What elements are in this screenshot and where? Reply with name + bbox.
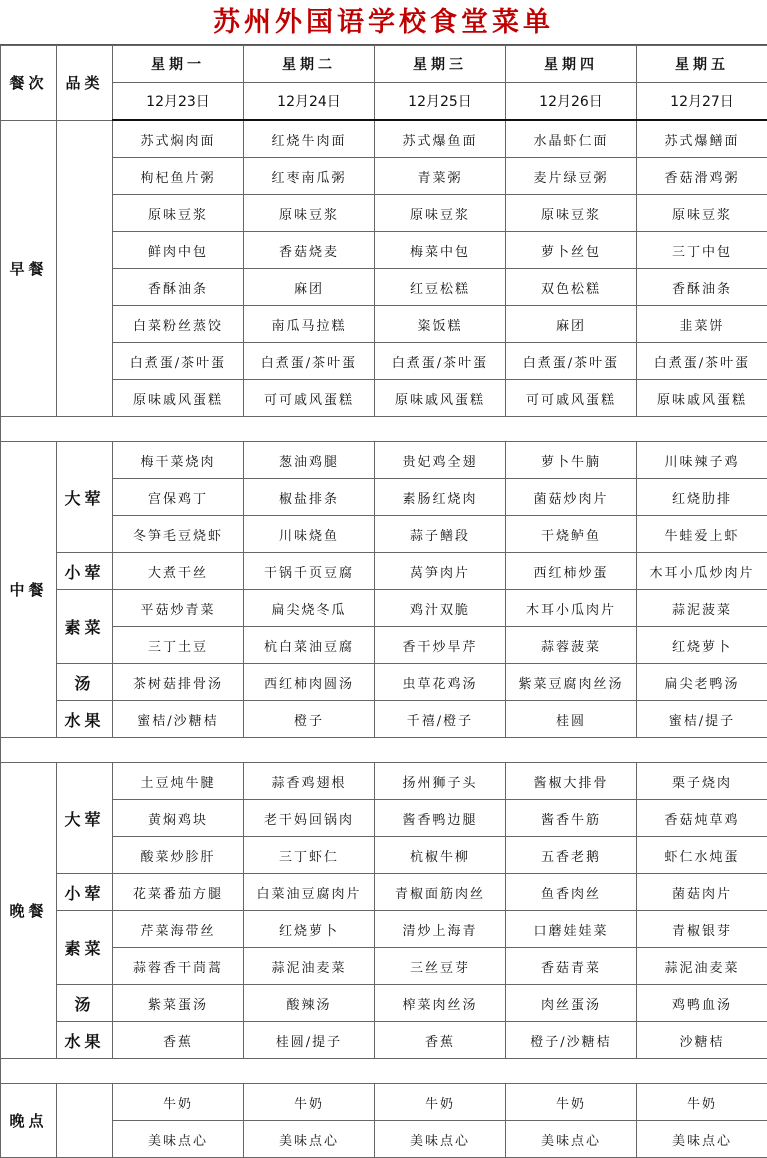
date-header: 12月26日 [506, 83, 637, 121]
lunch-row [1, 627, 767, 664]
dish-cell: 芹菜海带丝 [113, 911, 244, 948]
dish-cell: 鲜肉中包 [113, 232, 244, 269]
dish-cell: 香菇烧麦 [244, 232, 375, 269]
day-header: 星期一 [113, 46, 244, 83]
breakfast-row [1, 120, 767, 158]
dish-cell: 枸杞鱼片粥 [113, 158, 244, 195]
dish-cell: 茶树菇排骨汤 [113, 664, 244, 701]
meal-label-lunch: 中餐 [1, 442, 57, 738]
dish-cell: 韭菜饼 [637, 306, 767, 343]
header-row-dates [1, 83, 767, 121]
dish-cell: 红豆松糕 [375, 269, 506, 306]
snack-row [1, 1084, 767, 1121]
category-label: 大荤 [57, 763, 113, 874]
dish-cell: 扁尖烧冬瓜 [244, 590, 375, 627]
dish-cell: 菌菇炒肉片 [506, 479, 637, 516]
dish-cell: 橙子/沙糖桔 [506, 1022, 637, 1059]
meal-label-snack: 晚点 [1, 1084, 57, 1158]
dish-cell: 原味戚风蛋糕 [375, 380, 506, 417]
dish-cell: 香菇滑鸡粥 [637, 158, 767, 195]
dish-cell: 蒜香鸡翅根 [244, 763, 375, 800]
breakfast-row [1, 232, 767, 269]
dish-cell: 美味点心 [375, 1121, 506, 1158]
dish-cell: 原味豆浆 [375, 195, 506, 232]
dish-cell: 扬州狮子头 [375, 763, 506, 800]
dish-cell: 南瓜马拉糕 [244, 306, 375, 343]
dish-cell: 美味点心 [506, 1121, 637, 1158]
category-label: 小荤 [57, 874, 113, 911]
dish-cell: 莴笋肉片 [375, 553, 506, 590]
dish-cell: 清炒上海青 [375, 911, 506, 948]
dish-cell: 白煮蛋/茶叶蛋 [113, 343, 244, 380]
dish-cell: 牛蛙爱上虾 [637, 516, 767, 553]
dish-cell: 红烧萝卜 [244, 911, 375, 948]
dish-cell: 川味烧鱼 [244, 516, 375, 553]
dish-cell: 西红柿炒蛋 [506, 553, 637, 590]
dish-cell: 可可戚风蛋糕 [244, 380, 375, 417]
date-header: 12月25日 [375, 83, 506, 121]
dish-cell: 苏式爆鱼面 [375, 120, 506, 158]
dish-cell: 白菜粉丝蒸饺 [113, 306, 244, 343]
lunch-row [1, 553, 767, 590]
dish-cell: 原味戚风蛋糕 [113, 380, 244, 417]
dish-cell: 粢饭糕 [375, 306, 506, 343]
dish-cell: 香酥油条 [637, 269, 767, 306]
dish-cell: 香酥油条 [113, 269, 244, 306]
dish-cell: 虾仁水炖蛋 [637, 837, 767, 874]
dish-cell: 白煮蛋/茶叶蛋 [506, 343, 637, 380]
dish-cell: 冬笋毛豆烧虾 [113, 516, 244, 553]
dish-cell: 蒜泥油麦菜 [244, 948, 375, 985]
dish-cell: 酸辣汤 [244, 985, 375, 1022]
dinner-row [1, 985, 767, 1022]
dish-cell: 香菇炖草鸡 [637, 800, 767, 837]
header-row-days [1, 46, 767, 83]
dinner-row [1, 1022, 767, 1059]
dish-cell: 葱油鸡腿 [244, 442, 375, 479]
dish-cell: 栗子烧肉 [637, 763, 767, 800]
dish-cell: 鸡汁双脆 [375, 590, 506, 627]
dish-cell: 鸡鸭血汤 [637, 985, 767, 1022]
dish-cell: 牛奶 [375, 1084, 506, 1121]
dish-cell: 白煮蛋/茶叶蛋 [244, 343, 375, 380]
date-header: 12月24日 [244, 83, 375, 121]
dish-cell: 蜜桔/沙糖桔 [113, 701, 244, 738]
dish-cell: 苏式爆鳝面 [637, 120, 767, 158]
section-separator [1, 1059, 767, 1084]
dinner-row [1, 874, 767, 911]
dish-cell: 椒盐排条 [244, 479, 375, 516]
dish-cell: 酱香牛筋 [506, 800, 637, 837]
category-label: 素菜 [57, 911, 113, 985]
dish-cell: 青椒面筋肉丝 [375, 874, 506, 911]
dish-cell: 原味豆浆 [244, 195, 375, 232]
dish-cell: 蒜蓉香干茼蒿 [113, 948, 244, 985]
lunch-row [1, 442, 767, 479]
dish-cell: 美味点心 [244, 1121, 375, 1158]
date-header: 12月27日 [637, 83, 767, 121]
category-label-empty [57, 1084, 113, 1158]
dish-cell: 牛奶 [637, 1084, 767, 1121]
dish-cell: 桂圆/提子 [244, 1022, 375, 1059]
menu-table [0, 45, 767, 1158]
dish-cell: 萝卜牛腩 [506, 442, 637, 479]
dish-cell: 杭白菜油豆腐 [244, 627, 375, 664]
section-separator [1, 417, 767, 442]
dish-cell: 桂圆 [506, 701, 637, 738]
dish-cell: 双色松糕 [506, 269, 637, 306]
menu-title: 苏州外国语学校食堂菜单 [0, 0, 767, 45]
day-header: 星期三 [375, 46, 506, 83]
breakfast-row [1, 306, 767, 343]
dish-cell: 榨菜肉丝汤 [375, 985, 506, 1022]
dish-cell: 酱椒大排骨 [506, 763, 637, 800]
category-label: 水果 [57, 701, 113, 738]
dish-cell: 蜜桔/提子 [637, 701, 767, 738]
meal-header: 餐次 [1, 46, 57, 121]
dish-cell: 鱼香肉丝 [506, 874, 637, 911]
dish-cell: 黄焖鸡块 [113, 800, 244, 837]
dinner-row [1, 800, 767, 837]
dish-cell: 麻团 [506, 306, 637, 343]
separator-cell [1, 417, 767, 442]
dish-cell: 白菜油豆腐肉片 [244, 874, 375, 911]
dish-cell: 红烧萝卜 [637, 627, 767, 664]
dinner-row [1, 763, 767, 800]
dish-cell: 橙子 [244, 701, 375, 738]
dish-cell: 五香老鹅 [506, 837, 637, 874]
snack-row [1, 1121, 767, 1158]
dish-cell: 原味豆浆 [637, 195, 767, 232]
dish-cell: 木耳小瓜炒肉片 [637, 553, 767, 590]
lunch-row [1, 664, 767, 701]
lunch-row [1, 479, 767, 516]
dish-cell: 花菜番茄方腿 [113, 874, 244, 911]
dish-cell: 贵妃鸡全翅 [375, 442, 506, 479]
dish-cell: 三丁土豆 [113, 627, 244, 664]
dish-cell: 肉丝蛋汤 [506, 985, 637, 1022]
dish-cell: 香菇青菜 [506, 948, 637, 985]
dish-cell: 大煮干丝 [113, 553, 244, 590]
dish-cell: 蒜蓉菠菜 [506, 627, 637, 664]
category-label: 大荤 [57, 442, 113, 553]
dish-cell: 口蘑娃娃菜 [506, 911, 637, 948]
dish-cell: 干烧鲈鱼 [506, 516, 637, 553]
lunch-row [1, 516, 767, 553]
dish-cell: 老干妈回锅肉 [244, 800, 375, 837]
dish-cell: 干锅千页豆腐 [244, 553, 375, 590]
breakfast-row [1, 269, 767, 306]
dish-cell: 原味戚风蛋糕 [637, 380, 767, 417]
category-label-empty [57, 120, 113, 417]
dish-cell: 平菇炒青菜 [113, 590, 244, 627]
dish-cell: 原味豆浆 [506, 195, 637, 232]
dish-cell: 沙糖桔 [637, 1022, 767, 1059]
dish-cell: 紫菜蛋汤 [113, 985, 244, 1022]
day-header: 星期二 [244, 46, 375, 83]
dish-cell: 青菜粥 [375, 158, 506, 195]
dinner-row [1, 948, 767, 985]
dish-cell: 苏式焖肉面 [113, 120, 244, 158]
dish-cell: 三丁中包 [637, 232, 767, 269]
dish-cell: 木耳小瓜肉片 [506, 590, 637, 627]
dish-cell: 梅干菜烧肉 [113, 442, 244, 479]
dish-cell: 牛奶 [506, 1084, 637, 1121]
dish-cell: 三丝豆芽 [375, 948, 506, 985]
separator-cell [1, 1059, 767, 1084]
lunch-row [1, 590, 767, 627]
lunch-row [1, 701, 767, 738]
dish-cell: 千禧/橙子 [375, 701, 506, 738]
category-label: 小荤 [57, 553, 113, 590]
separator-cell [1, 738, 767, 763]
dish-cell: 红烧肋排 [637, 479, 767, 516]
category-header: 品类 [57, 46, 113, 121]
category-label: 汤 [57, 664, 113, 701]
breakfast-row [1, 195, 767, 232]
day-header: 星期四 [506, 46, 637, 83]
dish-cell: 香干炒旱芹 [375, 627, 506, 664]
category-label: 素菜 [57, 590, 113, 664]
dish-cell: 虫草花鸡汤 [375, 664, 506, 701]
breakfast-row [1, 380, 767, 417]
dish-cell: 酸菜炒胗肝 [113, 837, 244, 874]
dish-cell: 扁尖老鸭汤 [637, 664, 767, 701]
dish-cell: 麻团 [244, 269, 375, 306]
dish-cell: 麦片绿豆粥 [506, 158, 637, 195]
dish-cell: 美味点心 [637, 1121, 767, 1158]
dish-cell: 白煮蛋/茶叶蛋 [375, 343, 506, 380]
dish-cell: 蒜子鳝段 [375, 516, 506, 553]
meal-label-breakfast: 早餐 [1, 120, 57, 417]
category-label: 汤 [57, 985, 113, 1022]
meal-label-dinner: 晚餐 [1, 763, 57, 1059]
breakfast-row [1, 158, 767, 195]
dish-cell: 红烧牛肉面 [244, 120, 375, 158]
dish-cell: 香蕉 [375, 1022, 506, 1059]
dinner-row [1, 911, 767, 948]
dish-cell: 紫菜豆腐肉丝汤 [506, 664, 637, 701]
dish-cell: 水晶虾仁面 [506, 120, 637, 158]
dish-cell: 原味豆浆 [113, 195, 244, 232]
section-separator [1, 738, 767, 763]
dish-cell: 三丁虾仁 [244, 837, 375, 874]
dish-cell: 宫保鸡丁 [113, 479, 244, 516]
dish-cell: 酱香鸭边腿 [375, 800, 506, 837]
dish-cell: 美味点心 [113, 1121, 244, 1158]
dish-cell: 红枣南瓜粥 [244, 158, 375, 195]
dish-cell: 蒜泥菠菜 [637, 590, 767, 627]
date-header: 12月23日 [113, 83, 244, 121]
dish-cell: 素肠红烧肉 [375, 479, 506, 516]
breakfast-row [1, 343, 767, 380]
dish-cell: 杭椒牛柳 [375, 837, 506, 874]
dish-cell: 萝卜丝包 [506, 232, 637, 269]
dish-cell: 菌菇肉片 [637, 874, 767, 911]
dish-cell: 梅菜中包 [375, 232, 506, 269]
dish-cell: 土豆炖牛腱 [113, 763, 244, 800]
dish-cell: 牛奶 [244, 1084, 375, 1121]
dish-cell: 西红柿肉圆汤 [244, 664, 375, 701]
dish-cell: 白煮蛋/茶叶蛋 [637, 343, 767, 380]
dinner-row [1, 837, 767, 874]
dish-cell: 可可戚风蛋糕 [506, 380, 637, 417]
dish-cell: 香蕉 [113, 1022, 244, 1059]
dish-cell: 蒜泥油麦菜 [637, 948, 767, 985]
dish-cell: 牛奶 [113, 1084, 244, 1121]
dish-cell: 川味辣子鸡 [637, 442, 767, 479]
dish-cell: 青椒银芽 [637, 911, 767, 948]
category-label: 水果 [57, 1022, 113, 1059]
day-header: 星期五 [637, 46, 767, 83]
